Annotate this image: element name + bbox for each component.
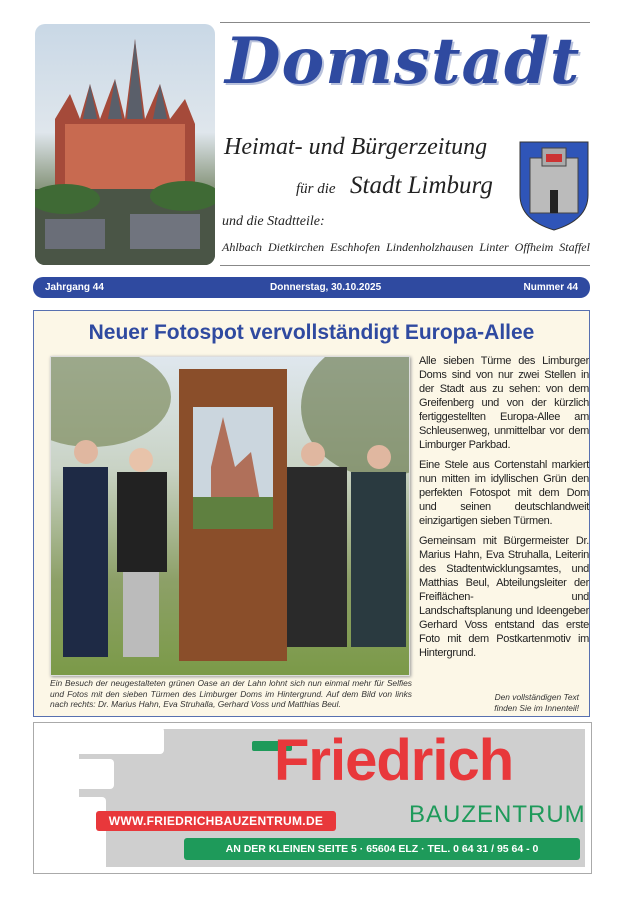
issue-info-bar <box>33 277 590 298</box>
lead-article <box>33 310 590 717</box>
district: Staffel <box>559 240 590 254</box>
photo-caption: Ein Besuch der neugestalteten grünen Oase an der Lahn lohnt sich nun einmal mehr für Selfies und Fotos mit den sieben Türmen des Limburger Doms im Hintergrund. Auf dem Bild von links nach rechts: Dr. Marius Hahn, Eva Struhalla, Gerhard Voss und Matthias Beul. <box>50 678 412 709</box>
friedrich-advertisement[interactable] <box>33 722 592 874</box>
masthead-rule <box>220 265 590 266</box>
districts-list <box>222 240 590 255</box>
masthead-subtitle: Heimat- und Bürgerzeitung <box>224 134 488 160</box>
cathedral-photo <box>35 24 215 265</box>
districts-label: und die Stadtteile: <box>222 214 325 229</box>
continued-note-line: finden Sie im Innenteil! <box>494 702 579 713</box>
district: Eschhofen <box>330 240 381 254</box>
district: Offheim <box>514 240 554 254</box>
article-paragraph: Eine Stele aus Cortenstahl markiert nun mitten im idyllischen Grün den perfekten Fotospot mit dem Dom und seinen deutschlandweit einzigartigen sieben Türmen. <box>419 459 589 527</box>
issue-date: Donnerstag, 30.10.2025 <box>270 282 382 293</box>
ad-subbrand: BAUZENTRUM <box>409 801 586 828</box>
continued-note-line: Den vollständigen Text <box>494 692 579 702</box>
issue-number: Nummer 44 <box>523 282 578 293</box>
logo-shape <box>34 759 114 789</box>
masthead-title: Domstadt <box>225 24 581 99</box>
article-paragraph: Alle sieben Türme des Limburger Doms sind von nur zwei Stellen in der Stadt aus zu sehen: von dem Greifenberg und von der kürzlich fertiggestellten Europa-Allee am Schleusenweg, unmittelbar vor dem Limburger Parkbad. <box>419 355 589 451</box>
article-photo <box>50 356 410 676</box>
ad-brand: Friedrich <box>274 728 514 793</box>
ad-website-link[interactable]: WWW.FRIEDRICHBAUZENTRUM.DE <box>96 811 336 831</box>
masthead-city: Stadt Limburg <box>350 172 493 199</box>
ad-address: AN DER KLEINEN SEITE 5 · 65604 ELZ · TEL. 0 64 31 / 95 64 - 0 <box>184 838 580 860</box>
article-paragraph: Gemeinsam mit Bürgermeister Dr. Marius Hahn, Eva Struhalla, Leiterin des Stadtentwicklungsamtes, und Matthias Beul, Abteilungsleiter der Freiflächen- und Landschaftsplanung und Ideengeber Gerhard Voss entstand das erste Foto mit dem Postkartenmotiv im Hintergrund. <box>419 535 589 659</box>
district: Lindenholzhausen <box>386 240 474 254</box>
volume-label: Jahrgang 44 <box>45 282 104 293</box>
continued-note <box>494 692 579 713</box>
top-rule <box>220 22 590 23</box>
district: Ahlbach <box>222 240 262 254</box>
district: Dietkirchen <box>267 240 325 254</box>
masthead-for: für die <box>296 181 336 197</box>
article-headline: Neuer Fotospot vervollständigt Europa-Allee <box>88 321 535 344</box>
logo-shape <box>64 727 164 754</box>
limburg-coat-of-arms <box>518 140 590 232</box>
logo-shape <box>71 797 106 873</box>
district: Linter <box>479 240 509 254</box>
article-body <box>419 354 589 666</box>
